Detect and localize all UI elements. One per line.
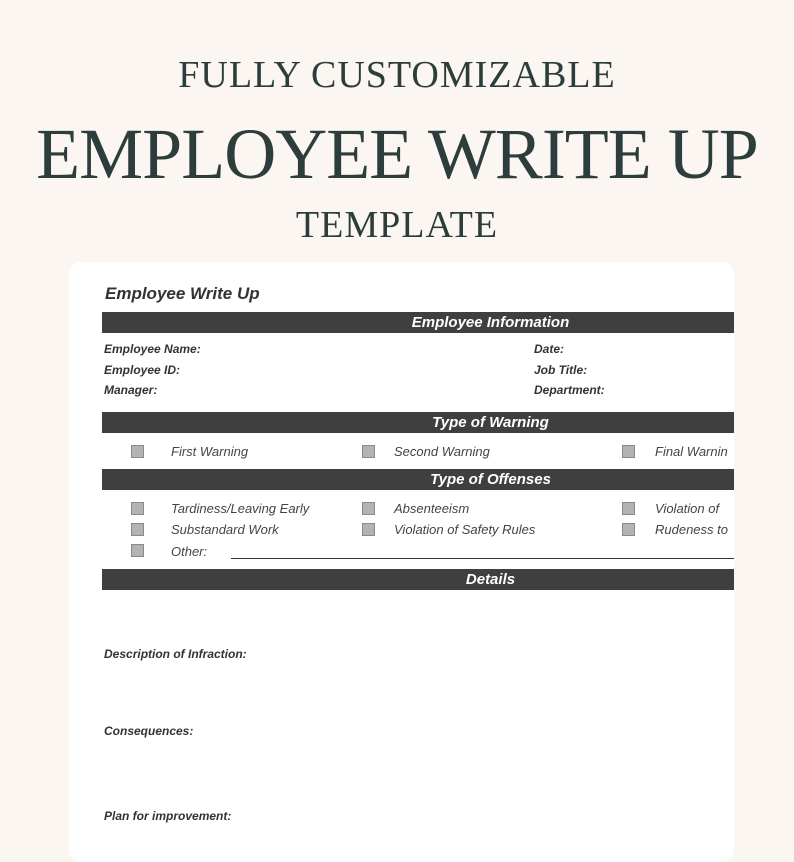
section-employee-info: Employee Information: [102, 312, 734, 333]
headline-line-2: EMPLOYEE WRITE UP: [36, 114, 758, 194]
offense-checkbox-violation[interactable]: [622, 502, 635, 515]
department-label: Department:: [534, 383, 605, 397]
offense-checkbox-tardiness[interactable]: [131, 502, 144, 515]
description-label: Description of Infraction:: [104, 647, 247, 661]
offense-label-substandard: Substandard Work: [171, 522, 279, 537]
headline-line-1: FULLY CUSTOMIZABLE: [178, 54, 616, 96]
offense-label-rudeness: Rudeness to: [655, 522, 728, 537]
job-title-label: Job Title:: [534, 363, 588, 377]
date-label: Date:: [534, 342, 565, 356]
form-sheet: [69, 262, 734, 862]
offense-checkbox-rudeness[interactable]: [622, 523, 635, 536]
other-offense-line[interactable]: [231, 558, 734, 559]
warning-checkbox-second[interactable]: [362, 445, 375, 458]
offense-label-other: Other:: [171, 544, 208, 559]
warning-checkbox-first[interactable]: [131, 445, 144, 458]
headline-line-3: TEMPLATE: [295, 204, 499, 246]
employee-name-label: Employee Name:: [104, 342, 201, 356]
manager-label: Manager:: [104, 383, 158, 397]
warning-label-first: First Warning: [171, 444, 249, 459]
offense-checkbox-absenteeism[interactable]: [362, 502, 375, 515]
employee-id-label: Employee ID:: [104, 363, 181, 377]
offense-label-absenteeism: Absenteeism: [394, 501, 470, 516]
form-title: Employee Write Up: [105, 284, 260, 303]
offense-label-violation: Violation of: [655, 501, 720, 516]
offense-checkbox-other[interactable]: [131, 544, 144, 557]
consequences-label: Consequences:: [104, 724, 194, 738]
offense-checkbox-substandard[interactable]: [131, 523, 144, 536]
warning-checkbox-final[interactable]: [622, 445, 635, 458]
improvement-plan-label: Plan for improvement:: [104, 809, 232, 823]
warning-label-second: Second Warning: [394, 444, 490, 459]
section-warning-type: Type of Warning: [102, 412, 734, 433]
offense-checkbox-safety[interactable]: [362, 523, 375, 536]
section-details: Details: [102, 569, 734, 590]
section-offense-type: Type of Offenses: [102, 469, 734, 490]
warning-label-final: Final Warnin: [655, 444, 728, 459]
offense-label-tardiness: Tardiness/Leaving Early: [171, 501, 310, 516]
offense-label-safety: Violation of Safety Rules: [394, 522, 536, 537]
